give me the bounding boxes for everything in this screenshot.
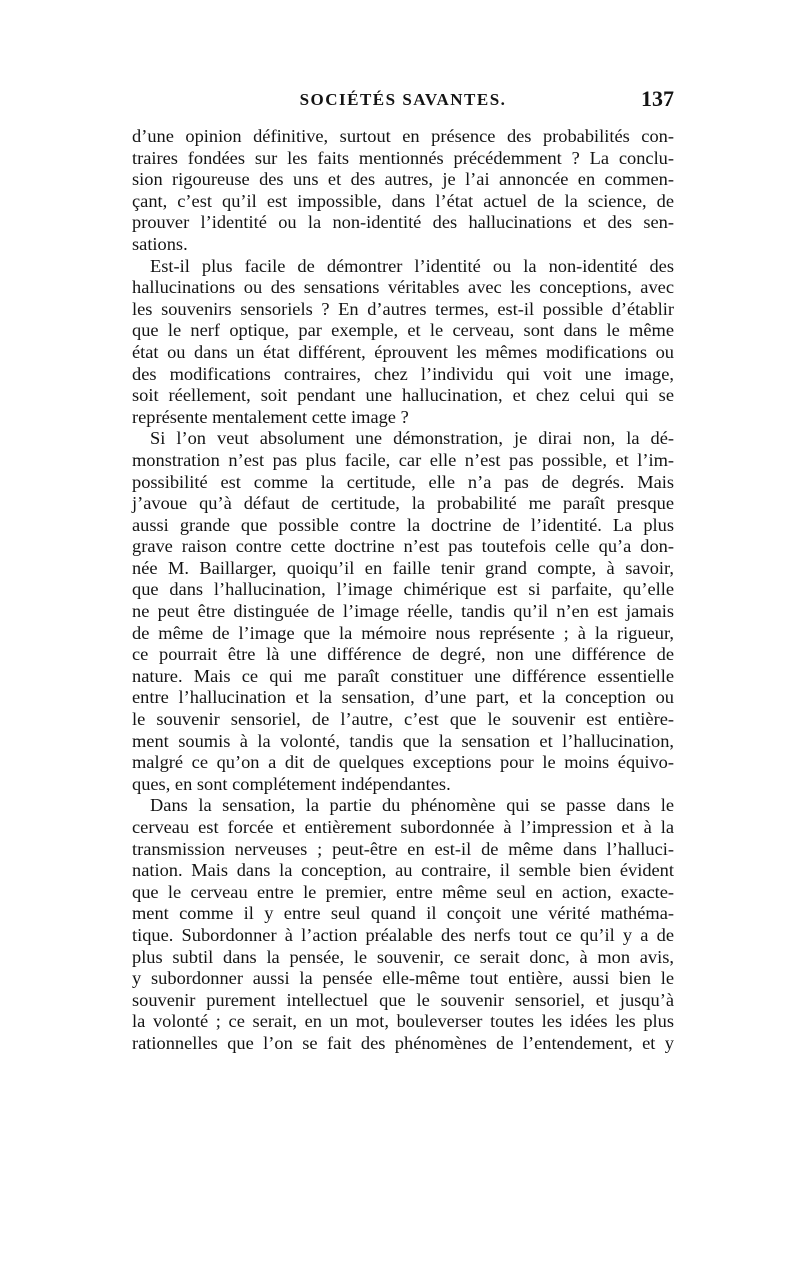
- text-line: ne peut être distinguée de l’image réelle, tandis qu’il n’en est jamais: [132, 601, 674, 622]
- text-line: plus subtil dans la pensée, le souvenir, ce serait donc, à mon avis,: [132, 946, 674, 967]
- text-line: possibilité est comme la certitude, elle n’a pas de degrés. Mais: [132, 471, 674, 492]
- text-line: ment comme il y entre seul quand il conçoit une vérité mathéma-: [132, 903, 674, 924]
- text-line: Si l’on veut absolument une démonstration, je dirai non, la dé-: [150, 428, 674, 449]
- text-line: malgré ce qu’on a dit de quelques exceptions pour le moins équivo-: [132, 752, 674, 773]
- text-line: traires fondées sur les faits mentionnés précédemment ? La conclu-: [132, 147, 674, 168]
- text-line: prouver l’identité ou la non-identité des hallucinations et des sen-: [132, 212, 674, 233]
- text-line: la volonté ; ce serait, en un mot, bouleverser toutes les idées les plus: [132, 1011, 674, 1032]
- text-line: transmission nerveuses ; peut-être en est-il de même dans l’halluci-: [132, 838, 674, 859]
- text-line: aussi grande que possible contre la doctrine de l’identité. La plus: [132, 514, 674, 535]
- text-line: que le cerveau entre le premier, entre même seul en action, exacte-: [132, 881, 674, 902]
- text-line: née M. Baillarger, quoiqu’il en faille tenir grand compte, à savoir,: [132, 557, 674, 578]
- text-line: sion rigoureuse des uns et des autres, je l’ai annoncée en commen-: [132, 169, 674, 190]
- text-line: de même de l’image que la mémoire nous représente ; à la rigueur,: [132, 622, 674, 643]
- text-line: le souvenir sensoriel, de l’autre, c’est que le souvenir est entière-: [132, 709, 674, 730]
- text-line: rationnelles que l’on se fait des phénomènes de l’entendement, et y: [132, 1032, 674, 1053]
- text-line: ques, en sont complétement indépendantes.: [132, 773, 451, 794]
- text-line: représente mentalement cette image ?: [132, 406, 409, 427]
- text-line: çant, c’est qu’il est impossible, dans l’état actuel de la science, de: [132, 190, 674, 211]
- text-line: que le nerf optique, par exemple, et le cerveau, sont dans le même: [132, 320, 674, 341]
- running-head: [132, 86, 674, 120]
- text-line: sations.: [132, 233, 188, 254]
- running-title: SOCIÉTÉS SAVANTES.: [299, 90, 507, 109]
- text-line: d’une opinion définitive, surtout en présence des probabilités con-: [132, 126, 674, 146]
- text-line: soit réellement, soit pendant une hallucination, et chez celui qui se: [132, 385, 674, 406]
- text-line: tique. Subordonner à l’action préalable des nerfs tout ce qu’il y a de: [132, 924, 674, 945]
- text-line: monstration n’est pas plus facile, car elle n’est pas possible, et l’im-: [132, 449, 674, 470]
- text-line: Dans la sensation, la partie du phénomène qui se passe dans le: [150, 795, 674, 816]
- text-line: y subordonner aussi la pensée elle-même tout entière, aussi bien le: [132, 968, 674, 989]
- text-line: cerveau est forcée et entièrement subordonnée à l’impression et à la: [132, 817, 674, 837]
- text-line: que dans l’hallucination, l’image chimérique est si parfaite, qu’elle: [132, 579, 674, 600]
- body-text: [132, 126, 674, 1055]
- text-line: des modifications contraires, chez l’individu qui voit une image,: [132, 363, 674, 384]
- text-line: hallucinations ou des sensations véritables avec les conceptions, avec: [132, 277, 674, 298]
- text-line: Est-il plus facile de démontrer l’identité ou la non-identité des: [150, 255, 674, 276]
- text-line: ce pourrait être là une différence de degré, non une différence de: [132, 644, 674, 665]
- text-line: nation. Mais dans la conception, au contraire, il semble bien évident: [132, 860, 674, 881]
- text-line: état ou dans un état différent, éprouvent les mêmes modifications ou: [132, 341, 674, 362]
- text-line: grave raison contre cette doctrine n’est pas toutefois celle qu’a don-: [132, 536, 674, 557]
- text-line: souvenir purement intellectuel que le souvenir sensoriel, et jusqu’à: [132, 989, 674, 1010]
- text-line: les souvenirs sensoriels ? En d’autres termes, est-il possible d’établir: [132, 298, 674, 319]
- text-line: entre l’hallucination et la sensation, d’une part, et la conception ou: [132, 687, 674, 708]
- text-line: ment soumis à la volonté, tandis que la sensation et l’hallucination,: [132, 730, 674, 751]
- text-line: j’avoue qu’à défaut de certitude, la probabilité me paraît presque: [132, 493, 674, 514]
- page-number: 137: [641, 86, 674, 111]
- text-line: nature. Mais ce qui me paraît constituer une différence essentielle: [132, 665, 674, 686]
